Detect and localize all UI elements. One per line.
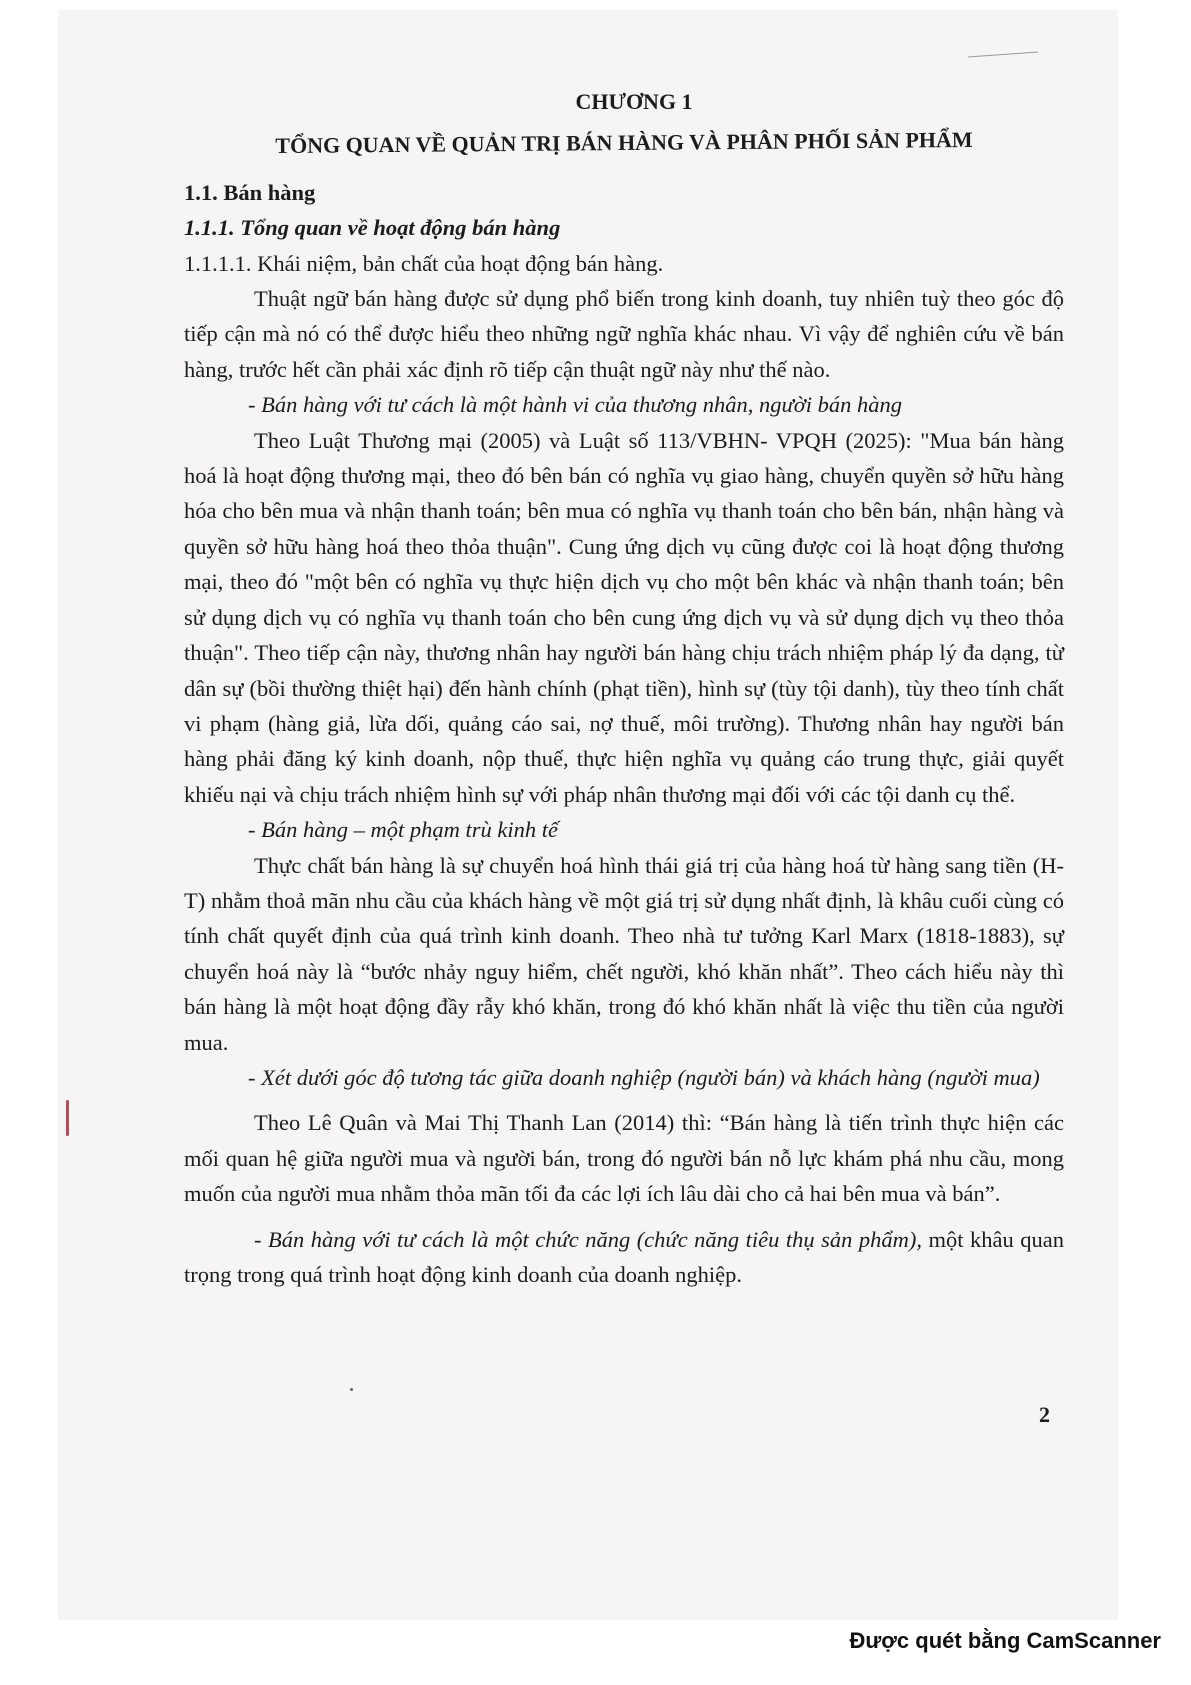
paragraph-function [184, 1222, 1064, 1293]
bullet-merchant-behavior: - Bán hàng với tư cách là một hành vi của thương nhân, người bán hàng [248, 392, 903, 418]
chapter-label: CHƯƠNG 1 [575, 89, 693, 114]
scan-artifact-line [968, 52, 1038, 58]
scan-dot [350, 1388, 353, 1391]
page-content [184, 80, 1064, 1292]
bullet-economic-category: - Bán hàng – một phạm trù kinh tế [248, 817, 558, 843]
paragraph-le-quan: Theo Lê Quân và Mai Thị Thanh Lan (2014) thì: “Bán hàng là tiến trình thực hiện các mối quan hệ giữa người mua và người bán, trong đó người bán nỗ lực khám phá nhu cầu, mong muốn của người mua nhằm thỏa mãn tối đa các lợi ích lâu dài cho cả hai bên mua và bán”. [184, 1110, 1064, 1207]
subsection-heading: 1.1.1. Tổng quan về hoạt động bán hàng [184, 215, 561, 241]
bullet-interaction: - Xét dưới góc độ tương tác giữa doanh nghiệp (người bán) và khách hàng (người mua) [248, 1064, 1040, 1090]
function-italic: - Bán hàng với tư cách là một chức năng (chức năng tiêu thụ sản phẩm), [254, 1226, 923, 1252]
scan-artifact-mark [66, 1100, 69, 1136]
camscanner-watermark: Được quét bằng CamScanner [849, 1628, 1161, 1653]
page-number: 2 [1039, 1402, 1050, 1427]
paragraph-intro: Thuật ngữ bán hàng được sử dụng phổ biến trong kinh doanh, tuy nhiên tuỳ theo góc độ tiếp cận mà nó có thể được hiểu theo những ngữ nghĩa khác nhau. Vì vậy để nghiên cứu về bán hàng, trước hết cần phải xác định rõ tiếp cận thuật ngữ này như thế nào. [184, 286, 1064, 382]
chapter-title: TỔNG QUAN VỀ QUẢN TRỊ BÁN HÀNG VÀ PHÂN PHỐI SẢN PHẨM [275, 127, 973, 159]
function-rest: một khâu quan trọng trong quá trình hoạt động kinh doanh của doanh nghiệp. [184, 1226, 1064, 1287]
subsubsection-heading: 1.1.1.1. Khái niệm, bản chất của hoạt động bán hàng. [184, 250, 664, 276]
scanned-page [58, 10, 1118, 1620]
paragraph-value-transformation: Thực chất bán hàng là sự chuyển hoá hình thái giá trị của hàng hoá từ hàng sang tiền (H-T) nhằm thoả mãn nhu cầu của khách hàng về một giá trị sử dụng nhất định, là khâu cuối cùng có tính chất quyết định của quá trình kinh doanh. Theo nhà tư tưởng Karl Marx (1818-1883), sự chuyển hoá này là “bước nhảy nguy hiểm, chết người, khó khăn nhất”. Theo cách hiểu này thì bán hàng là một hoạt động đầy rẫy khó khăn, trong đó khó khăn nhất là việc thu tiền của người mua. [184, 852, 1064, 1055]
paragraph-commercial-law: Theo Luật Thương mại (2005) và Luật số 113/VBHN- VPQH (2025): "Mua bán hàng hoá là hoạt động thương mại, theo đó bên bán có nghĩa vụ giao hàng, chuyển quyền sở hữu hàng hóa cho bên mua và nhận thanh toán; bên mua có nghĩa vụ thanh toán cho bên bán, nhận hàng và quyền sở hữu hàng hoá theo thỏa thuận". Cung ứng dịch vụ cũng được coi là hoạt động thương mại, theo đó "một bên có nghĩa vụ thực hiện dịch vụ cho một bên khác và nhận thanh toán; bên sử dụng dịch vụ có nghĩa vụ thanh toán cho bên cung ứng dịch vụ và sử dụng dịch vụ theo thỏa thuận". Theo tiếp cận này, thương nhân hay người bán hàng chịu trách nhiệm pháp lý đa dạng, từ dân sự (bồi thường thiệt hại) đến hành chính (phạt tiền), hình sự (tùy tội danh), tùy theo tính chất vi phạm (hàng giả, lừa dối, quảng cáo sai, nợ thuế, môi trường). Thương nhân hay người bán hàng phải đăng ký kinh doanh, nộp thuế, thực hiện nghĩa vụ quảng cáo trung thực, giải quyết khiếu nại và chịu trách nhiệm hình sự với pháp nhân thương mại đối với các tội danh cụ thể. [184, 427, 1064, 807]
section-heading: 1.1. Bán hàng [184, 179, 316, 205]
